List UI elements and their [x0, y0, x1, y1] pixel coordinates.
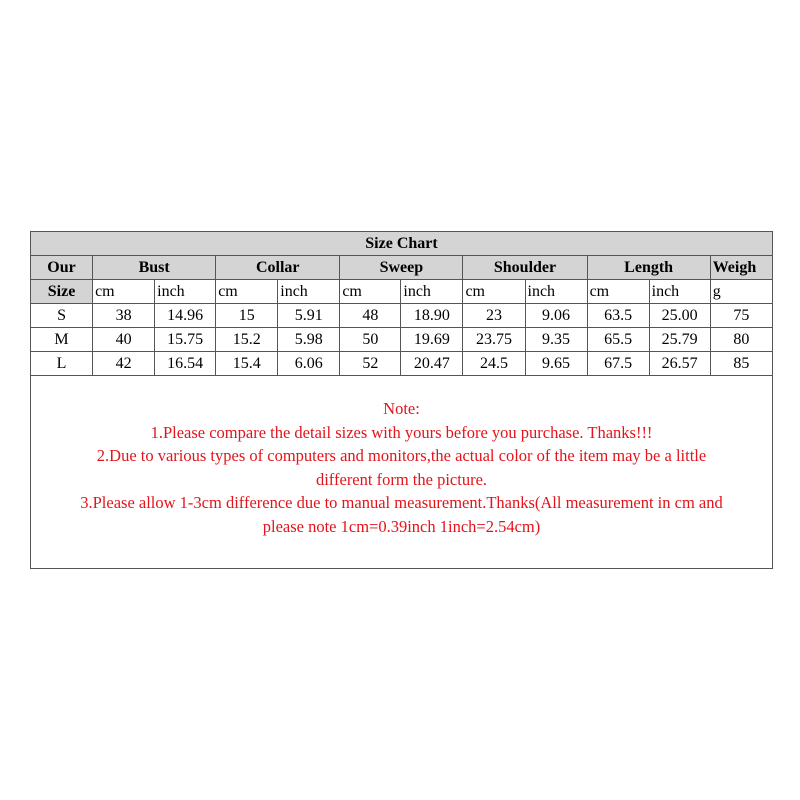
value-cell: 26.57: [649, 352, 710, 376]
title-row: [31, 232, 773, 256]
bust-header: Bust: [93, 256, 216, 280]
value-cell: 63.5: [587, 304, 649, 328]
value-cell: 15: [216, 304, 278, 328]
unit-cell: inch: [649, 280, 710, 304]
table-row: [31, 304, 773, 328]
sweep-header: Sweep: [340, 256, 463, 280]
notes-box: [30, 376, 773, 569]
value-cell: 16.54: [155, 352, 216, 376]
note-line-2: 2.Due to various types of computers and monitors,the actual color of the item may be a little: [96, 446, 707, 465]
unit-cell: inch: [155, 280, 216, 304]
value-cell: 50: [340, 328, 401, 352]
table-title: Size Chart: [31, 232, 773, 256]
value-cell: 25.79: [649, 328, 710, 352]
table-row: [31, 352, 773, 376]
weight-header: Weigh: [710, 256, 772, 280]
size-cell: L: [31, 352, 93, 376]
shoulder-header: Shoulder: [463, 256, 587, 280]
value-cell: 42: [93, 352, 155, 376]
size-chart: [30, 231, 773, 569]
value-cell: 9.35: [525, 328, 587, 352]
note-line-2-continued: different form the picture.: [315, 469, 488, 489]
value-cell: 23.75: [463, 328, 525, 352]
value-cell: 6.06: [278, 352, 340, 376]
value-cell: 23: [463, 304, 525, 328]
value-cell: 5.91: [278, 304, 340, 328]
unit-cell: cm: [340, 280, 401, 304]
size-header: Size: [31, 280, 93, 304]
unit-cell: inch: [401, 280, 463, 304]
value-cell: 18.90: [401, 304, 463, 328]
value-cell: 48: [340, 304, 401, 328]
value-cell: 80: [710, 328, 772, 352]
value-cell: 14.96: [155, 304, 216, 328]
value-cell: 20.47: [401, 352, 463, 376]
note-line-3: 3.Please allow 1-3cm difference due to manual measurement.Thanks(All measurement in cm and: [80, 493, 723, 512]
note-heading: Note:: [383, 399, 420, 418]
value-cell: 24.5: [463, 352, 525, 376]
value-cell: 5.98: [278, 328, 340, 352]
unit-cell: g: [710, 280, 772, 304]
value-cell: 9.65: [525, 352, 587, 376]
value-cell: 15.75: [155, 328, 216, 352]
value-cell: 75: [710, 304, 772, 328]
header-row-groups: [31, 256, 773, 280]
value-cell: 9.06: [525, 304, 587, 328]
size-table: [30, 231, 773, 376]
note-line-3-continued: please note 1cm=0.39inch 1inch=2.54cm): [262, 516, 541, 536]
unit-cell: cm: [463, 280, 525, 304]
table-row: [31, 328, 773, 352]
value-cell: 15.4: [216, 352, 278, 376]
our-size-header: Our: [31, 256, 93, 280]
length-header: Length: [587, 256, 710, 280]
value-cell: 40: [93, 328, 155, 352]
unit-cell: cm: [93, 280, 155, 304]
value-cell: 15.2: [216, 328, 278, 352]
value-cell: 52: [340, 352, 401, 376]
value-cell: 25.00: [649, 304, 710, 328]
note-line-1: 1.Please compare the detail sizes with yours before you purchase. Thanks!!!: [150, 422, 653, 442]
size-cell: S: [31, 304, 93, 328]
value-cell: 67.5: [587, 352, 649, 376]
value-cell: 38: [93, 304, 155, 328]
unit-cell: inch: [278, 280, 340, 304]
unit-cell: inch: [525, 280, 587, 304]
header-row-units: [31, 280, 773, 304]
collar-header: Collar: [216, 256, 340, 280]
unit-cell: cm: [587, 280, 649, 304]
size-cell: M: [31, 328, 93, 352]
unit-cell: cm: [216, 280, 278, 304]
value-cell: 85: [710, 352, 772, 376]
value-cell: 65.5: [587, 328, 649, 352]
value-cell: 19.69: [401, 328, 463, 352]
